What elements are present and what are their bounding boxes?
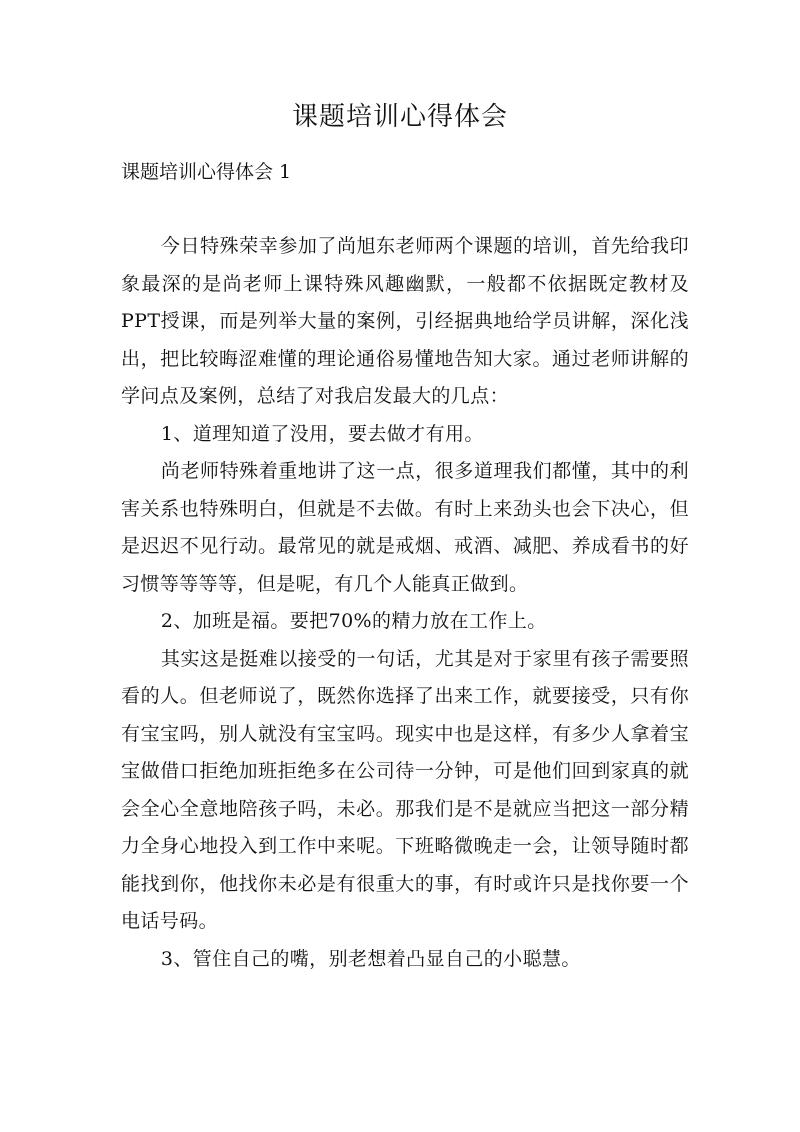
- document-body: [121, 228, 689, 978]
- document-subtitle: 课题培训心得体会 1: [121, 161, 292, 183]
- document-title: 课题培训心得体会: [291, 102, 508, 132]
- paragraph-point-3-heading: 3、管住自己的嘴，别老想着凸显自己的小聪慧。: [160, 947, 581, 970]
- paragraph-point-1-body: 尚老师特殊着重地讲了这一点，很多道理我们都懂，其中的利害关系也特殊明白，但就是不去做。有时上来劲头也会下决心，但是迟迟不见行动。最常见的就是戒烟、戒酒、减肥、养成看书的好习惯等等等等，但是呢，有几个人能真正做到。: [121, 460, 689, 595]
- paragraph-point-2-heading: 2、加班是福。要把70%的精力放在工作上。: [160, 610, 547, 632]
- paragraph-point-1-heading: 1、道理知道了没用，要去做才有用。: [160, 422, 484, 445]
- paragraph-point-2-body: 其实这是挺难以接受的一句话，尤其是对于家里有孩子需要照看的人。但老师说了，既然你选择了出来工作，就要接受，只有你有宝宝吗，别人就没有宝宝吗。现实中也是这样，有多少人拿着宝宝做借口拒绝加班拒绝多在公司待一分钟，可是他们回到家真的就会全心全意地陪孩子吗，未必。那我们是不是就应当把这一部分精力全身心地投入到工作中来呢。下班略微晚走一会，让领导随时都能找到你，他找你未必是有很重大的事，有时或许只是找你要一个电话号码。: [121, 647, 689, 932]
- paragraph-intro: 今日特殊荣幸参加了尚旭东老师两个课题的培训，首先给我印象最深的是尚老师上课特殊风趣幽默，一般都不依据既定教材及PPT授课，而是列举大量的案例，引经据典地给学员讲解，深化浅出，把比较晦涩难懂的理论通俗易懂地告知大家。通过老师讲解的学问点及案例，总结了对我启发最大的几点：: [121, 235, 689, 407]
